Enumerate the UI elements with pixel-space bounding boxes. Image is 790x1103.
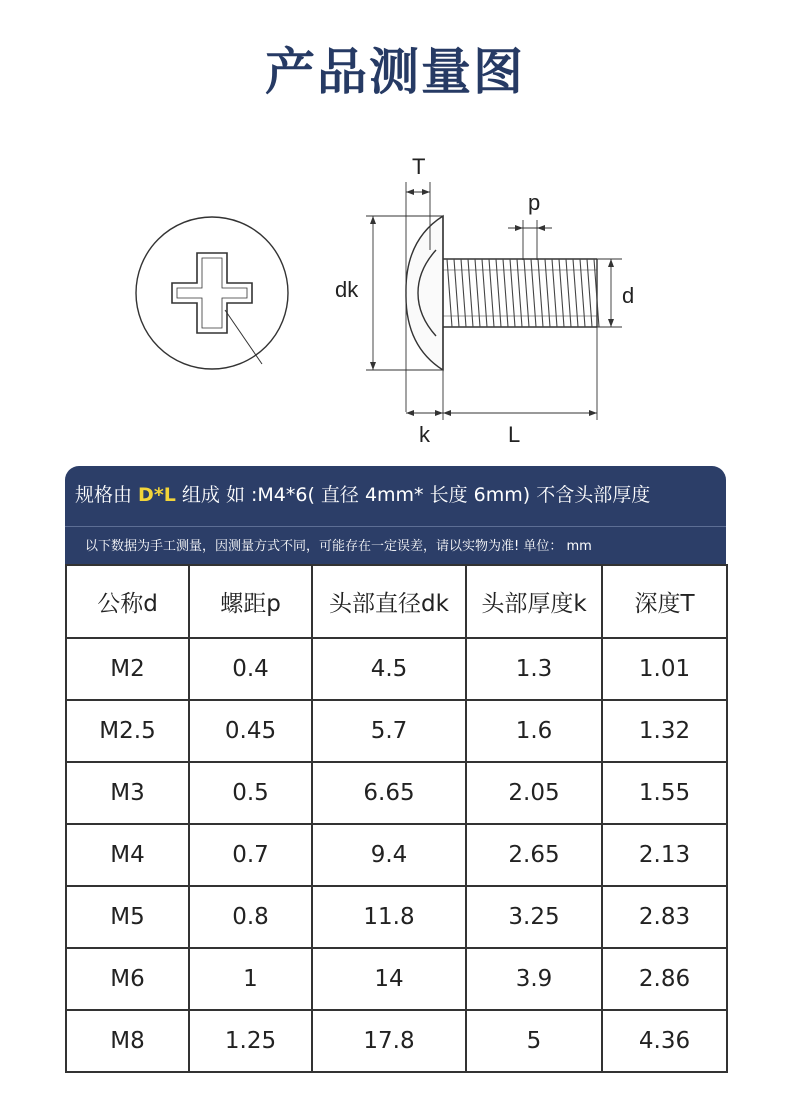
table-row (66, 762, 727, 824)
table-cell: 4.5 (312, 638, 466, 700)
table-cell: M2.5 (66, 700, 189, 762)
head-top-view (136, 217, 288, 369)
table-row (66, 824, 727, 886)
spec-table (65, 564, 728, 1073)
table-cell: 4.36 (602, 1010, 727, 1072)
page-title: 产品测量图 (265, 43, 525, 101)
table-cell: 0.45 (189, 700, 312, 762)
banner-divider (65, 526, 726, 527)
header-depth-T: 深度T (602, 565, 727, 638)
table-row (66, 1010, 727, 1072)
table-cell: 0.7 (189, 824, 312, 886)
dim-label-T: T (412, 154, 426, 179)
table-cell: 0.8 (189, 886, 312, 948)
table-cell: M6 (66, 948, 189, 1010)
spec-highlight: D*L (138, 484, 176, 506)
table-cell: M4 (66, 824, 189, 886)
table-cell: M3 (66, 762, 189, 824)
table-cell: 1.32 (602, 700, 727, 762)
table-cell: 2.05 (466, 762, 602, 824)
table-cell: 2.86 (602, 948, 727, 1010)
table-cell: 1 (189, 948, 312, 1010)
table-cell: 2.83 (602, 886, 727, 948)
table-cell: 0.5 (189, 762, 312, 824)
table-cell: 1.55 (602, 762, 727, 824)
dim-label-d: d (622, 283, 635, 308)
table-cell: 1.3 (466, 638, 602, 700)
table-cell: 14 (312, 948, 466, 1010)
table-cell: 1.01 (602, 638, 727, 700)
dim-label-p: p (528, 190, 541, 215)
table-cell: 17.8 (312, 1010, 466, 1072)
table-cell: 1.6 (466, 700, 602, 762)
table-cell: 1.25 (189, 1010, 312, 1072)
spec-format-text (75, 480, 720, 507)
screw-diagram (0, 140, 790, 460)
header-nominal-d: 公称d (66, 565, 189, 638)
table-cell: 0.4 (189, 638, 312, 700)
measurement-note: 以下数据为手工测量，因测量方式不同，可能存在一定误差，请以实物为准! 单位： mm (85, 539, 592, 554)
table-cell: 3.25 (466, 886, 602, 948)
spec-suffix: 组成 如 :M4*6( 直径 4mm* 长度 6mm) 不含头部厚度 (175, 484, 651, 506)
table-row (66, 700, 727, 762)
header-head-thickness-k: 头部厚度k (466, 565, 602, 638)
dim-label-L: L (508, 422, 521, 447)
header-head-diameter-dk: 头部直径dk (312, 565, 466, 638)
table-cell: 5.7 (312, 700, 466, 762)
dim-label-dk: dk (335, 277, 359, 302)
table-row (66, 948, 727, 1010)
spec-banner (65, 466, 726, 564)
thread-lines (447, 259, 599, 327)
table-cell: 5 (466, 1010, 602, 1072)
table-cell: 11.8 (312, 886, 466, 948)
table-cell: M2 (66, 638, 189, 700)
table-header-row (66, 565, 727, 638)
table-cell: 2.13 (602, 824, 727, 886)
table-cell: 2.65 (466, 824, 602, 886)
table-cell: 3.9 (466, 948, 602, 1010)
dim-label-k: k (419, 422, 430, 447)
table-row (66, 638, 727, 700)
table-cell: M5 (66, 886, 189, 948)
table-cell: 6.65 (312, 762, 466, 824)
table-cell: 9.4 (312, 824, 466, 886)
header-pitch-p: 螺距p (189, 565, 312, 638)
table-row (66, 886, 727, 948)
table-cell: M8 (66, 1010, 189, 1072)
spec-prefix: 规格由 (75, 484, 139, 506)
